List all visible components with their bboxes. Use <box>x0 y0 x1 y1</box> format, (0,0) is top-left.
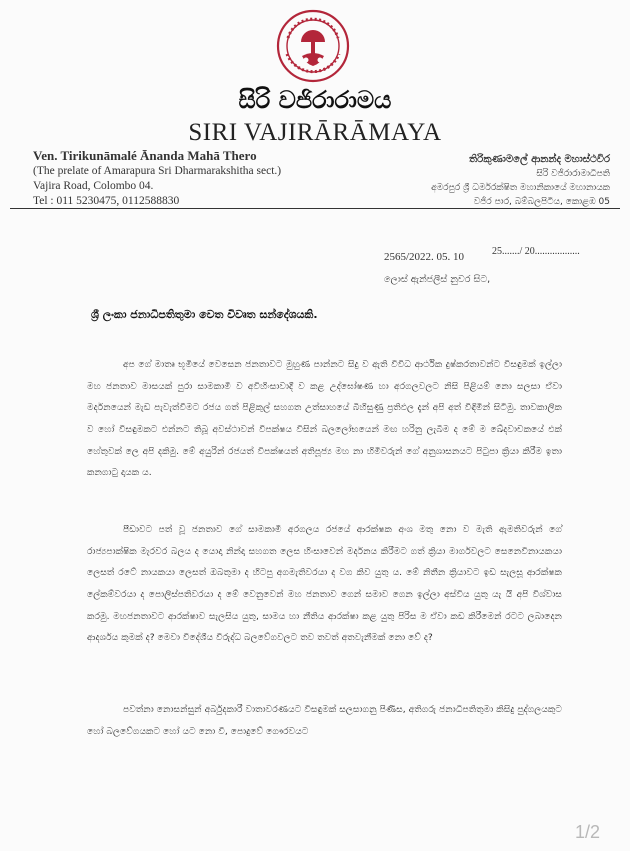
sender-telephone: Tel : 011 5230475, 0112588830 <box>33 195 180 207</box>
sender-details-sinhala <box>431 153 610 209</box>
sender-address-sinhala: වජිර පාර, බම්බලපිටිය, කොළඹ 05 <box>473 197 610 207</box>
body-paragraph: පවත්නා නොසන්සුන් අර්බුදකාරී වාතාවරණයට විසඳුමක් සලසාගනු පිණිස, අතිගරු ජනාධිපතිතුමා කිසිදු පුද්ගලයකුට හෝ බලවේගයකට හෝ යට නො වී, පොදුවේ ගෞරවයට <box>87 704 562 737</box>
body-paragraph: පීඩාවට පත් වූ ජනතාව ගේ සාමකාමී අරගලය රජයේ ආරක්ෂක අංශ මතු නො ව මැති ඇමතිවරුන් ගේ රාජ්‍යපාක්ෂික මැරවර බලය ද යොදා නින්දා සහගත ලෙස හිංසාවෙන් මර්දනය කිරීමට ගත් ක්‍රියා මාර්ගවලට සෙනෙවිනායකයා ලෙසත් රටේ නායකයා ලෙසත් ඔබතුමා ද හිටපු අගමැතිවරයා ද වග කිව යුතු ය. මේ නිතීන ක්‍රියාවට ඉඩ සැලසූ ආරක්ෂක ලේකම්වරයා ද පොලිස්පතිවරයා ද මේ වෙනුවෙන් මහ ජනතාව ගෙන් සමාව ගෙන ඉල්ලා අස්විය යුතු යැ යි අපි විශ්වාස කරමු. මහජනතාවට ආරක්ෂාව සැලසිය යුතු, සාමය හා නීතිය ආරක්ෂා කළ යුතු පිරිස ම ඒවා කඩ කිරීමෙන් රටට ලබාදෙන ආදර්ශය කුමක් ද? මෙවා විදේශීය විරුද්ධ බලවේගවලට තව තවත් අතවැනීමක් නො වේ ද? <box>87 524 562 644</box>
sender-name: Ven. Tirikunāmalé Ānanda Mahā Thero <box>33 148 257 163</box>
body-paragraph: අප ගේ මාතෘ භූමියේ වෙසෙන ජනතාවට මුහුණ පාන්නට සිදු ව ඇති විවිධ ආර්ථික දුෂ්කරතාවන්ට විසඳුමක් ඉල්ලා මහ ජනතාව මාසයක් පුරා සාමකාමී ව අවිහිංසාවාදී ව කළ උද්ඝෝෂණ හා අරගලවලට නිසි පිළියම් නො සලසා ඒවා මර්දනයෙන් මැඩ පැවැත්වීමට රජය ගත් පිළිකුල් සහගත උත්සාහයේ බිහිසුණු ප්‍රතිඵල දැන් අපි අත් විඳිමින් සිටිමු. තාවකාලික ව හෝ විසඳුමකට එන්නට තිබූ අවස්ථාවන් විපක්ෂය විසින් බලලෝභයෙන් මඟ හරිනු ලැබීම ද මේ ම ඛේදවාචකයේ එක් හේතුවක් ලෙ අපි දකිමු. මේ අයුරින් රජයත් විපක්ෂයත් අතිපූජ්‍ය මහ නා හිමිවරුන් ගේ අනුශාසනයට පිටුපා ක්‍රියා කිරීම ඉතා කනගාටු දායක ය. <box>87 359 562 479</box>
reference-date: 2565/2022. 05. 10 <box>384 251 465 263</box>
sender-sect-sinhala: අමරපුර ශ්‍රී ධර්මරක්ෂිත මහානිකායේ මහානායක <box>431 183 610 193</box>
sender-address: Vajira Road, Colombo 04. <box>33 180 154 192</box>
date-blank-field: 25......./ 20.................. <box>492 246 580 257</box>
sender-role-sinhala: සිරි වජිරාරාමාධිපති <box>536 169 610 179</box>
temple-emblem-logo <box>268 8 358 84</box>
sender-location: ලොස් ඇන්ජලීස් නුවර සිට, <box>384 274 491 285</box>
temple-name-sinhala: සිරි වජිරාරාමය <box>238 86 392 114</box>
temple-name-english: SIRI VAJIRĀRĀMAYA <box>188 119 442 146</box>
sender-prelate: (The prelate of Amarapura Sri Dharmarakshitha sect.) <box>33 165 282 177</box>
letter-subject: ශ්‍රී ලංකා ජනාධිපතිතුමා වෙත විවෘත සන්දේශයකි. <box>91 308 318 321</box>
header-divider <box>10 208 620 209</box>
page-indicator: 1/2 <box>574 822 600 842</box>
sender-name-sinhala: තිරිකුණාමලේ ආනන්ද මහාස්ථවිර <box>469 154 610 165</box>
sender-details-english <box>33 148 281 209</box>
